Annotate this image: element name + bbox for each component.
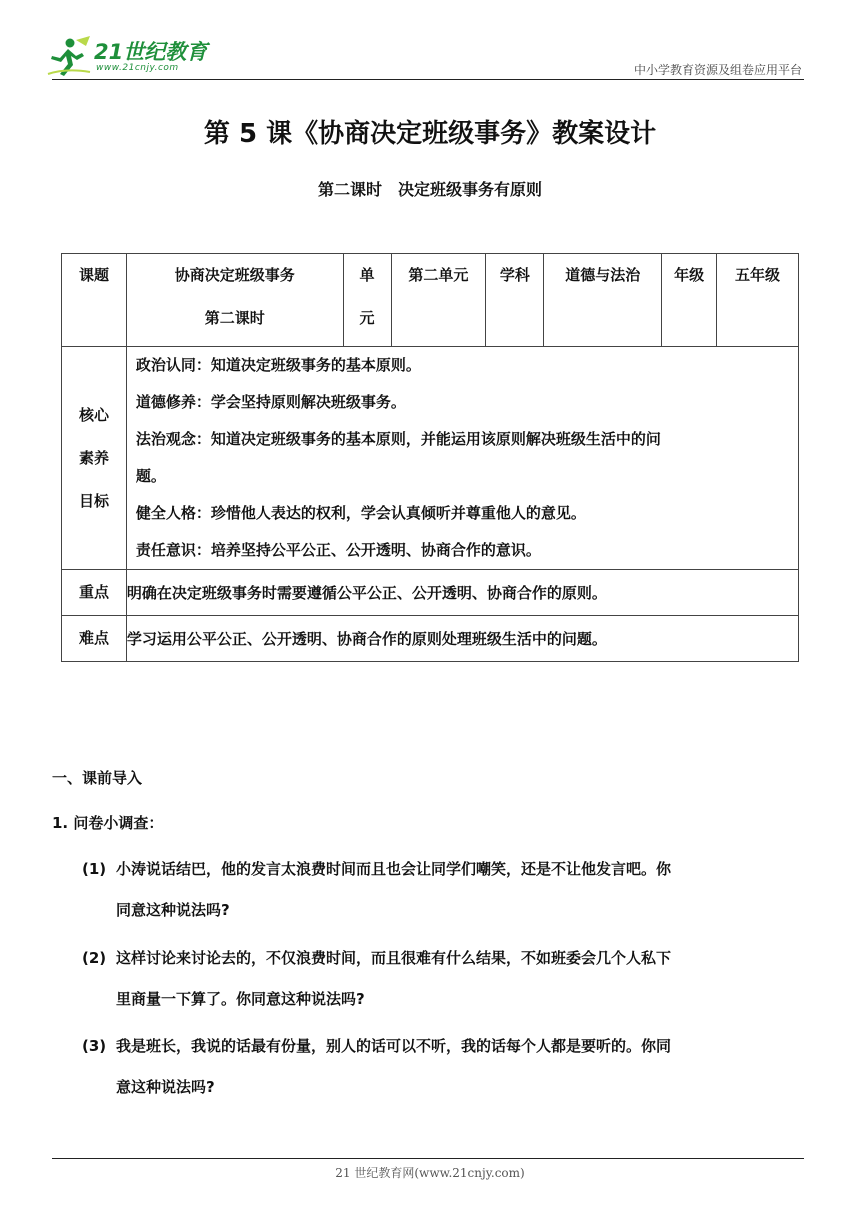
runner-logo-icon bbox=[46, 34, 98, 78]
key-point-text: 明确在决定班级事务时需要遵循公平公正、公开透明、协商合作的原则。 bbox=[126, 570, 798, 616]
logo-url: www.21cnjy.com bbox=[96, 63, 179, 73]
subject-value: 道德与法治 bbox=[544, 254, 662, 347]
course-name: 协商决定班级事务 bbox=[174, 266, 295, 284]
goal-personality: 健全人格：珍惜他人表达的权利，学会认真倾听并尊重他人的意见。 bbox=[135, 504, 586, 522]
goal-responsibility: 责任意识：培养坚持公平公正、公开透明、协商合作的意识。 bbox=[135, 541, 541, 559]
site-logo[interactable] bbox=[46, 34, 226, 78]
question-number: (2) bbox=[82, 949, 107, 967]
page-header bbox=[0, 0, 860, 80]
page-title: 第 5 课《协商决定班级事务》教案设计 bbox=[203, 119, 657, 149]
lesson-info-table bbox=[61, 253, 799, 662]
table-row-course bbox=[62, 254, 799, 347]
unit-label-1: 单 bbox=[359, 266, 375, 284]
goal-law-cont: 题。 bbox=[135, 467, 166, 485]
unit-value: 第二单元 bbox=[391, 254, 486, 347]
unit-label-2: 元 bbox=[359, 309, 375, 327]
table-row-goals bbox=[62, 347, 799, 570]
question-item bbox=[82, 938, 812, 1020]
header-rule bbox=[52, 79, 804, 80]
question-line: 小涛说话结巴，他的发言太浪费时间而且也会让同学们嘲笑，还是不让他发言吧。你 bbox=[116, 860, 672, 878]
footer-text[interactable]: 21 世纪教育网(www.21cnjy.com) bbox=[335, 1166, 525, 1180]
table-row-key-point bbox=[62, 570, 799, 616]
difficulty-text: 学习运用公平公正、公开透明、协商合作的原则处理班级生活中的问题。 bbox=[126, 616, 798, 662]
grade-value: 五年级 bbox=[717, 254, 799, 347]
logo-text: 21世纪教育 bbox=[94, 40, 208, 64]
question-item bbox=[82, 1026, 812, 1108]
key-point-label: 重点 bbox=[62, 570, 127, 616]
section-heading: 一、课前导入 bbox=[52, 769, 143, 787]
course-label: 课题 bbox=[62, 254, 127, 347]
unit-label bbox=[343, 254, 391, 347]
footer-rule bbox=[52, 1158, 804, 1159]
goals-label bbox=[62, 347, 127, 570]
subject-label: 学科 bbox=[486, 254, 544, 347]
question-item bbox=[82, 849, 812, 931]
page-subtitle: 第二课时 决定班级事务有原则 bbox=[317, 180, 542, 199]
platform-name: 中小学教育资源及组卷应用平台 bbox=[633, 63, 802, 77]
goals-label-2: 素养 bbox=[78, 448, 109, 467]
question-line: 这样讨论来讨论去的，不仅浪费时间，而且很难有什么结果，不如班委会几个人私下 bbox=[116, 949, 672, 967]
goal-moral: 道德修养：学会坚持原则解决班级事务。 bbox=[135, 393, 406, 411]
goal-political: 政治认同：知道决定班级事务的基本原则。 bbox=[135, 356, 421, 374]
question-line: 里商量一下算了。你同意这种说法吗? bbox=[116, 990, 365, 1008]
question-line: 同意这种说法吗? bbox=[116, 901, 230, 919]
course-cell bbox=[126, 254, 343, 347]
question-number: (3) bbox=[82, 1037, 107, 1055]
goal-law: 法治观念：知道决定班级事务的基本原则，并能运用该原则解决班级生活中的问 bbox=[135, 430, 661, 448]
goals-label-1: 核心 bbox=[78, 405, 109, 424]
grade-label: 年级 bbox=[662, 254, 717, 347]
question-number: (1) bbox=[82, 860, 107, 878]
question-line: 意这种说法吗? bbox=[116, 1078, 215, 1096]
goals-label-3: 目标 bbox=[78, 491, 109, 510]
table-row-difficulty bbox=[62, 616, 799, 662]
goals-content bbox=[126, 347, 798, 570]
difficulty-label: 难点 bbox=[62, 616, 127, 662]
question-line: 我是班长，我说的话最有份量，别人的话可以不听，我的话每个人都是要听的。你同 bbox=[116, 1037, 672, 1055]
course-period: 第二课时 bbox=[204, 309, 265, 327]
item-heading: 1. 问卷小调查： bbox=[52, 814, 164, 832]
